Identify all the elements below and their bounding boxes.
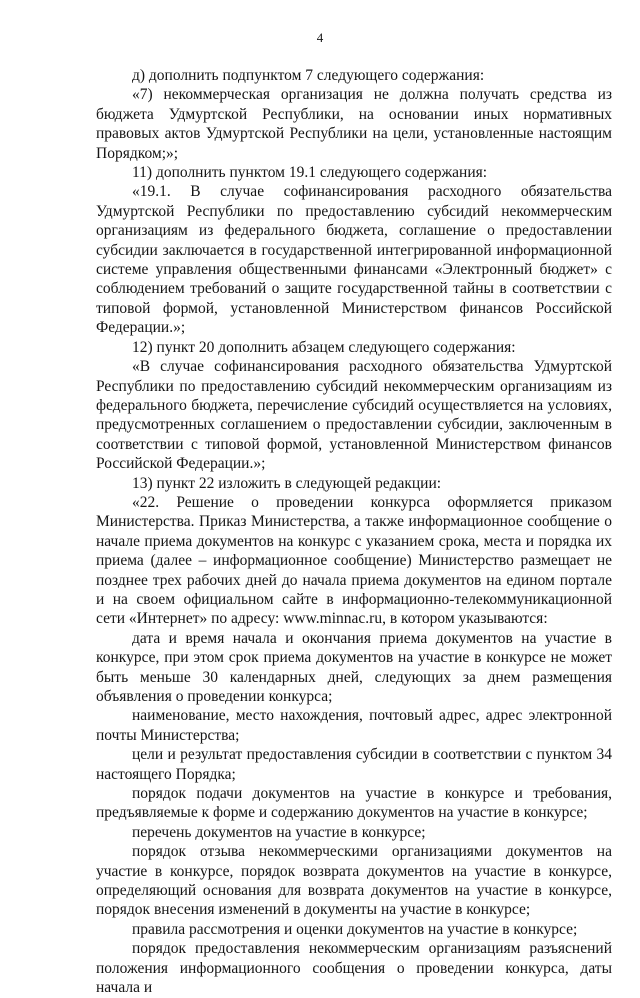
paragraph-item-20-addition: «В случае софинансирования расходного обязательства Удмуртской Республики по предоставлению субсидий некоммерческим организациям из федерального бюджета, перечисление субсидий осуществляется на условиях, предусмотренных соглашением о предоставлении субсидии, заключенным в соответствии с типовой формой, установленной Министерством финансов Российской Федерации.»; [96,358,612,473]
paragraph-item-12: 12) пункт 20 дополнить абзацем следующего содержания: [132,338,516,356]
paragraph-item-11: 11) дополнить пунктом 19.1 следующего содержания: [132,164,488,182]
paragraph-list-item: порядок предоставления некоммерческим организациям разъяснений положения информационного сообщения о проведении конкурса, даты начала и [96,940,612,997]
paragraph-list-item: правила рассмотрения и оценки документов на участие в конкурсе; [132,920,578,938]
paragraph-list-item: наименование, место нахождения, почтовый адрес, адрес электронной почты Министерства; [96,707,612,744]
document-body [96,66,612,998]
paragraph-subitem-7-text: «7) некоммерческая организация не должна получать средства из бюджета Удмуртской Республики, на основании иных нормативных правовых актов Удмуртской Республики на цели, установленные настоящим Порядком;»; [96,86,612,162]
paragraph-list-item: перечень документов на участие в конкурсе; [132,823,426,841]
paragraph-item-19-1-text: «19.1. В случае софинансирования расходного обязательства Удмуртской Республики по предоставлению субсидий некоммерческим организациям из федерального бюджета, соглашение о предоставлении субсидии заключается в государственной интегрированной информационной системе управления общественными финансами «Электронный бюджет» с соблюдением требований о защите государственной тайны в соответствии с типовой формой, установленной Министерством финансов Российской Федерации.»; [96,183,612,337]
paragraph-subitem-d: д) дополнить подпунктом 7 следующего содержания: [132,67,485,84]
paragraph-item-13: 13) пункт 22 изложить в следующей редакции: [132,474,442,492]
paragraph-item-22-text: «22. Решение о проведении конкурса оформляется приказом Министерства. Приказ Министерства, а также информационное сообщение о начале приема документов на конкурс с указанием срока, места и порядка их приема (далее – информационное сообщение) Министерство размещает не позднее трех рабочих дней до начала приема документов на едином портале и на своем официальном сайте в информационно-телекоммуникационной сети «Интернет» по адресу: www.minnac.ru, в котором указываются: [96,493,612,628]
paragraph-list-item: порядок отзыва некоммерческими организациями документов на участие в конкурсе, порядок возврата документов на участие в конкурсе, определяющий основания для возврата документов на участие в конкурсе, порядок внесения изменений в документы на участие в конкурсе; [96,843,612,919]
paragraph-list-item: порядок подачи документов на участие в конкурсе и требования, предъявляемые к форме и содержанию документов на участие в конкурсе; [96,785,612,822]
paragraph-list-item: дата и время начала и окончания приема документов на участие в конкурсе, при этом срок приема документов на участие в конкурсе не может быть меньше 30 календарных дней, следующих за днем размещения объявления о проведении конкурса; [96,629,612,705]
paragraph-list-item: цели и результат предоставления субсидии в соответствии с пунктом 34 настоящего Порядка; [96,746,612,783]
page-number: 4 [316,30,324,45]
